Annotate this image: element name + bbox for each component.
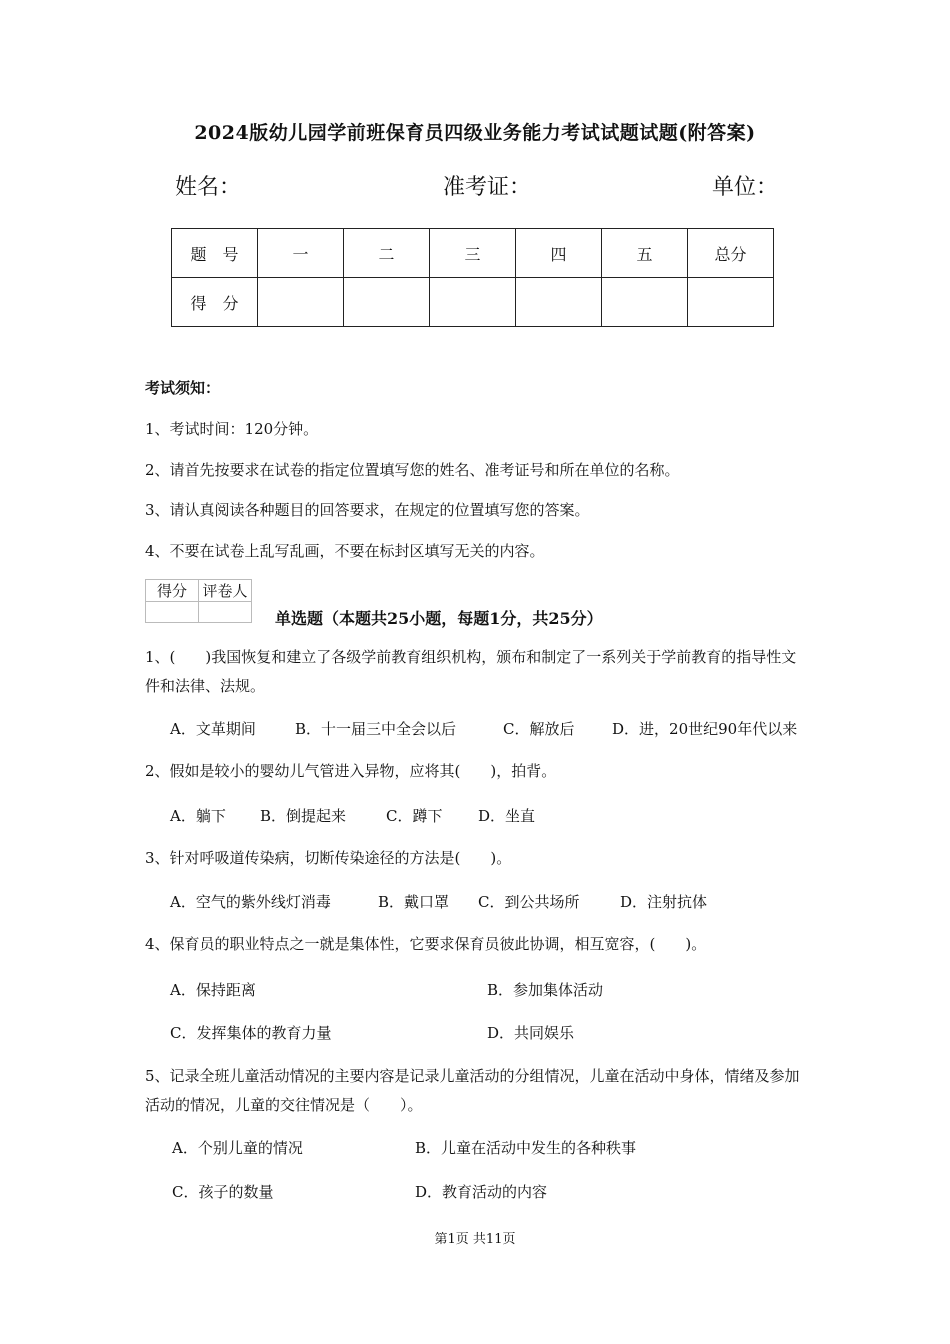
question-stem: 3、针对呼吸道传染病，切断传染途径的方法是( )。 xyxy=(145,849,512,867)
notice-item: 2、请首先按要求在试卷的指定位置填写您的姓名、准考证号和所在单位的名称。 xyxy=(145,461,680,479)
grader-box xyxy=(145,579,252,623)
notice-heading: 考试须知： xyxy=(145,379,221,397)
score-table-cell: 二 xyxy=(344,229,430,278)
question-option[interactable]: B．戴口罩 xyxy=(378,893,450,911)
grader-box-score-cell[interactable] xyxy=(146,602,199,623)
exam-id-field-label: 准考证： xyxy=(443,175,532,200)
score-table-score-row xyxy=(172,278,774,327)
question-option[interactable]: D．注射抗体 xyxy=(620,893,708,911)
score-table-cell: 得 分 xyxy=(172,278,258,327)
page-footer: 第1页 共11页 xyxy=(434,1232,516,1247)
score-table-cell: 总分 xyxy=(688,229,774,278)
question-option[interactable]: D．教育活动的内容 xyxy=(415,1183,548,1201)
question-option[interactable]: B．倒提起来 xyxy=(260,807,347,825)
question-option[interactable]: D．共同娱乐 xyxy=(487,1024,575,1042)
unit-field-label: 单位： xyxy=(712,175,779,200)
score-table-cell: 题 号 xyxy=(172,229,258,278)
question-option[interactable]: A．躺下 xyxy=(170,807,226,825)
question-stem: 5、记录全班儿童活动情况的主要内容是记录儿童活动的分组情况，儿童在活动中身体，情绪及参加活动的情况，儿童的交往情况是（ ）。 xyxy=(145,1067,800,1114)
score-entry-cell[interactable] xyxy=(602,278,688,327)
score-table-cell: 四 xyxy=(516,229,602,278)
score-entry-cell[interactable] xyxy=(258,278,344,327)
grader-box-grader-cell[interactable] xyxy=(199,602,252,623)
question-option[interactable]: A．个别儿童的情况 xyxy=(172,1139,303,1157)
score-entry-cell[interactable] xyxy=(516,278,602,327)
score-table-cell: 一 xyxy=(258,229,344,278)
question-option[interactable]: D．进，20世纪90年代以来 xyxy=(612,720,798,738)
question-option[interactable]: A．保持距离 xyxy=(170,981,256,999)
question-stem: 1、( )我国恢复和建立了各级学前教育组织机构，颁布和制定了一系列关于学前教育的指导性文件和法律、法规。 xyxy=(145,648,797,695)
question-option[interactable]: B．儿童在活动中发生的各种秩事 xyxy=(415,1139,637,1157)
question-option[interactable]: A．空气的紫外线灯消毒 xyxy=(170,893,331,911)
question-stem: 4、保育员的职业特点之一就是集体性，它要求保育员彼此协调，相互宽容，( )。 xyxy=(145,935,707,953)
question-option[interactable]: B．十一届三中全会以后 xyxy=(295,720,457,738)
question-stem: 2、假如是较小的婴幼儿气管进入异物，应将其( )，拍背。 xyxy=(145,762,557,780)
notice-item: 4、不要在试卷上乱写乱画，不要在标封区填写无关的内容。 xyxy=(145,542,545,560)
score-table-cell: 五 xyxy=(602,229,688,278)
question-option[interactable]: C．蹲下 xyxy=(386,807,443,825)
question-option[interactable]: C．解放后 xyxy=(503,720,575,738)
question-option[interactable]: C．发挥集体的教育力量 xyxy=(170,1024,332,1042)
grader-box-score-label: 得分 xyxy=(146,580,199,602)
section-title: 单选题（本题共25小题，每题1分，共25分） xyxy=(275,609,603,628)
question-option[interactable]: C．孩子的数量 xyxy=(172,1183,274,1201)
score-entry-cell[interactable] xyxy=(688,278,774,327)
score-table-header-row xyxy=(172,229,774,278)
question-option[interactable]: A．文革期间 xyxy=(170,720,256,738)
score-entry-cell[interactable] xyxy=(430,278,516,327)
grader-box-grader-label: 评卷人 xyxy=(199,580,252,602)
score-entry-cell[interactable] xyxy=(344,278,430,327)
question-option[interactable]: D．坐直 xyxy=(478,807,536,825)
question-option[interactable]: B．参加集体活动 xyxy=(487,981,604,999)
name-field-label: 姓名： xyxy=(175,175,242,200)
notice-item: 1、考试时间：120分钟。 xyxy=(145,420,319,438)
score-table-cell: 三 xyxy=(430,229,516,278)
question-option[interactable]: C．到公共场所 xyxy=(478,893,580,911)
score-table xyxy=(171,228,774,327)
page-title: 2024版幼儿园学前班保育员四级业务能力考试试题试题(附答案) xyxy=(194,122,756,144)
notice-item: 3、请认真阅读各种题目的回答要求，在规定的位置填写您的答案。 xyxy=(145,501,590,519)
